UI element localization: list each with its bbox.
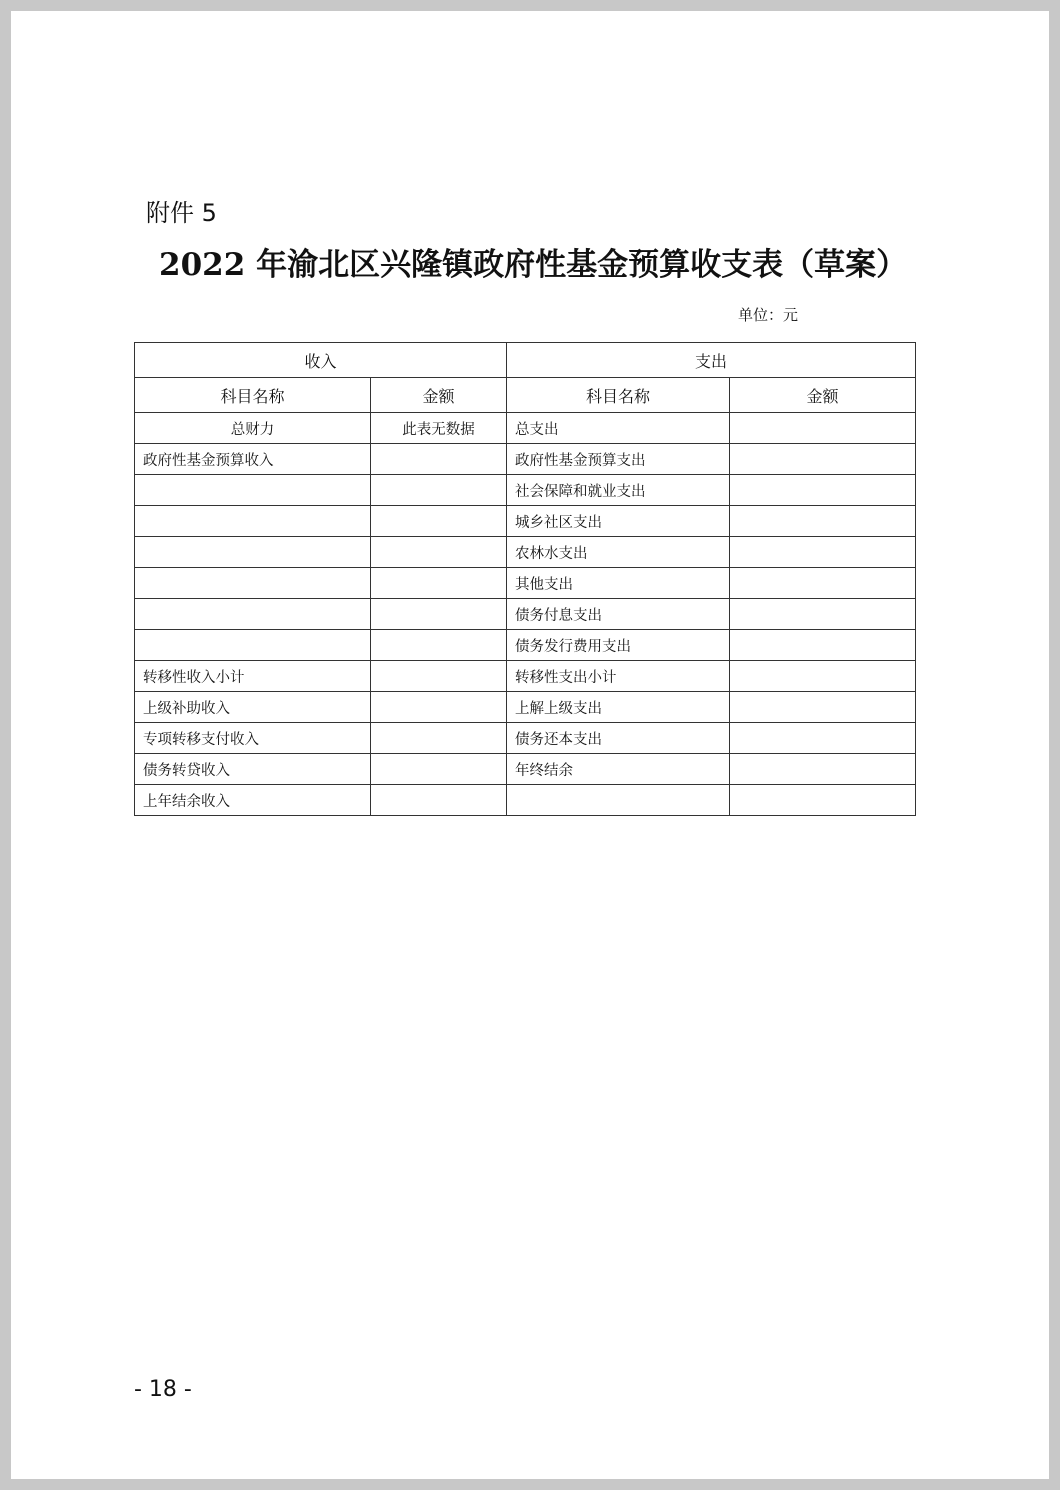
income-amount-cell <box>371 692 507 723</box>
expense-name-cell: 农林水支出 <box>507 537 730 568</box>
expense-name-cell: 年终结余 <box>507 754 730 785</box>
income-amount-cell: 此表无数据 <box>371 413 507 444</box>
expense-section-header: 支出 <box>507 343 916 378</box>
income-name-cell: 总财力 <box>135 413 371 444</box>
expense-name-cell <box>507 785 730 816</box>
table-row <box>135 599 916 630</box>
page-number: - 18 - <box>134 1377 192 1402</box>
expense-amount-cell <box>730 413 916 444</box>
table-row <box>135 661 916 692</box>
expense-amount-cell <box>730 599 916 630</box>
table-row <box>135 568 916 599</box>
income-amount-cell <box>371 661 507 692</box>
income-section-header: 收入 <box>135 343 507 378</box>
section-header-row <box>135 343 916 378</box>
expense-name-cell: 债务付息支出 <box>507 599 730 630</box>
expense-name-cell: 其他支出 <box>507 568 730 599</box>
table-row <box>135 506 916 537</box>
expense-amount-cell <box>730 661 916 692</box>
income-name-cell <box>135 537 371 568</box>
income-name-header: 科目名称 <box>135 378 371 413</box>
expense-name-cell: 社会保障和就业支出 <box>507 475 730 506</box>
document-title: 2022 年渝北区兴隆镇政府性基金预算收支表（草案） <box>159 247 908 283</box>
income-name-cell <box>135 568 371 599</box>
income-name-cell <box>135 475 371 506</box>
table-row <box>135 537 916 568</box>
income-amount-cell <box>371 599 507 630</box>
expense-amount-cell <box>730 568 916 599</box>
expense-amount-cell <box>730 723 916 754</box>
income-amount-cell <box>371 754 507 785</box>
expense-amount-cell <box>730 444 916 475</box>
expense-amount-header: 金额 <box>730 378 916 413</box>
expense-name-cell: 债务还本支出 <box>507 723 730 754</box>
document-page <box>11 11 1049 1479</box>
income-name-cell: 转移性收入小计 <box>135 661 371 692</box>
income-name-cell: 专项转移支付收入 <box>135 723 371 754</box>
expense-amount-cell <box>730 475 916 506</box>
income-name-cell <box>135 506 371 537</box>
income-name-cell <box>135 630 371 661</box>
expense-name-cell: 债务发行费用支出 <box>507 630 730 661</box>
expense-name-header: 科目名称 <box>507 378 730 413</box>
income-amount-cell <box>371 506 507 537</box>
table-row <box>135 630 916 661</box>
table-row <box>135 444 916 475</box>
expense-amount-cell <box>730 630 916 661</box>
income-amount-header: 金额 <box>371 378 507 413</box>
income-name-cell: 政府性基金预算收入 <box>135 444 371 475</box>
income-amount-cell <box>371 785 507 816</box>
table-row <box>135 692 916 723</box>
expense-amount-cell <box>730 506 916 537</box>
income-amount-cell <box>371 537 507 568</box>
expense-name-cell: 政府性基金预算支出 <box>507 444 730 475</box>
expense-name-cell: 总支出 <box>507 413 730 444</box>
expense-amount-cell <box>730 537 916 568</box>
income-amount-cell <box>371 475 507 506</box>
table-row <box>135 475 916 506</box>
table-row <box>135 785 916 816</box>
column-header-row <box>135 378 916 413</box>
budget-table <box>134 342 916 816</box>
income-name-cell: 上年结余收入 <box>135 785 371 816</box>
table-row <box>135 413 916 444</box>
expense-name-cell: 转移性支出小计 <box>507 661 730 692</box>
table-row <box>135 754 916 785</box>
income-amount-cell <box>371 630 507 661</box>
income-name-cell <box>135 599 371 630</box>
attachment-label: 附件 5 <box>146 199 217 227</box>
table-row <box>135 723 916 754</box>
expense-amount-cell <box>730 692 916 723</box>
expense-amount-cell <box>730 754 916 785</box>
expense-amount-cell <box>730 785 916 816</box>
expense-name-cell: 上解上级支出 <box>507 692 730 723</box>
income-amount-cell <box>371 568 507 599</box>
expense-name-cell: 城乡社区支出 <box>507 506 730 537</box>
income-name-cell: 债务转贷收入 <box>135 754 371 785</box>
income-amount-cell <box>371 444 507 475</box>
income-amount-cell <box>371 723 507 754</box>
unit-label: 单位：元 <box>738 306 799 324</box>
income-name-cell: 上级补助收入 <box>135 692 371 723</box>
